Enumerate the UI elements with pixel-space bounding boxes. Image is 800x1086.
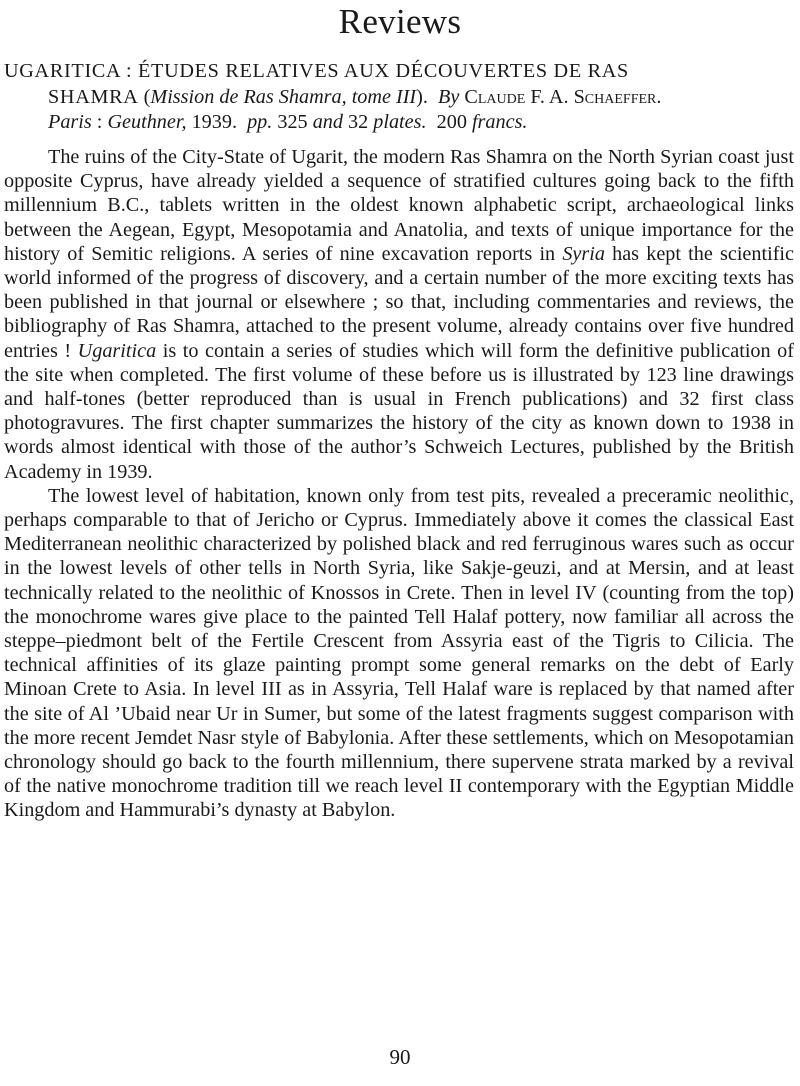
and-label: and	[312, 111, 343, 133]
paragraph-2	[4, 484, 794, 823]
level-iv: IV	[575, 581, 597, 604]
author-name: Claude F. A. Schaeffer.	[464, 85, 662, 108]
citation-line-1	[4, 59, 796, 85]
pages-label: pp.	[247, 111, 273, 133]
publisher-name: Geuthner,	[107, 111, 187, 133]
volume-number: III	[395, 85, 417, 108]
publication-year: 1939.	[191, 111, 237, 133]
by-label: By	[438, 85, 460, 108]
plates-label: plates.	[373, 111, 427, 133]
journal-title: Syria	[562, 242, 605, 265]
paragraph-1-text-b: , tablets written in the oldest known alphabetic script, archaeological links between the Aegean, Egypt, Mesopotamia and Anatolia, and texts of unique importance for the history of Semitic religions. A series of nine excavation reports in	[4, 194, 794, 265]
paragraph-1-text-c: has kept the scientific world informed of the progress of discovery, and a certain number of the more exciting texts has been published in that journal or elsewhere ; so that, including commentaries and reviews, the bibliography of Ras Shamra, attached to the present volume, already contains over five hundred entries !	[4, 242, 794, 362]
book-title: Ugaritica	[77, 339, 157, 362]
paragraph-1-text-a: The ruins of the City-State of Ugarit, the modern Ras Shamra on the North Syrian coast just opposite Cyprus, have already yielded a sequence of stratified cultures going back to the fifth millennium	[4, 146, 794, 217]
publication-place: Paris	[48, 111, 92, 133]
section-title: Reviews	[338, 2, 462, 41]
page-count: 325	[277, 111, 308, 133]
paragraph-1-text-d: is to contain a series of studies which will form the definitive publication of the site when completed. The first volume of these before us is illustrated by 123 line drawings and half-tones (better reproduced than is usual in French publications) and 32 first class photogravures. The first chapter summarizes the history of the city as known down to 1938 in words almost identical with those of the author’s Schweich Lectures, published by the British Academy in 1939.	[4, 339, 794, 483]
paragraph-1	[4, 145, 794, 484]
paragraph-2-text-a: The lowest level of habitation, known only from test pits, revealed a preceramic neolithic, perhaps comparable to that of Jericho or Cyprus. Immediately above it comes the classical East Mediterranean neolithic characterized by polished black and red ferruginous wares such as occur in the lowest levels of other tells in North Syria, like Sakje-geuzi, and at Mersin, and at least technically related to the neolithic of Knossos in Crete. Then in level	[4, 484, 794, 604]
price-currency: francs.	[471, 111, 528, 133]
level-iii: III	[261, 678, 282, 701]
citation-line-2: SHAMRA (Mission de Ras Shamra, tome III). By Claude F. A. Schaeffer.	[48, 85, 662, 108]
review-title: UGARITICA : ÉTUDES RELATIVES AUX DÉCOUVERTES DE RAS	[4, 60, 629, 82]
era-abbreviation: B.C.	[107, 194, 145, 217]
level-ii: II	[448, 775, 463, 798]
paragraph-2-text-b: (counting from the top) the monochrome wares give place to the painted Tell Halaf pottery, now familiar all across the steppe–piedmont belt of the Fertile Crescent from Assyria east of the Tigris to Cilicia. The technical affinities of its glaze painting prompt some general remarks on the debt of Early Minoan Crete to Asia. In level	[4, 581, 795, 701]
series-name: Mission de Ras Shamra, tome	[150, 85, 391, 108]
review-title-cont: SHAMRA	[48, 85, 139, 108]
page-number: 90	[389, 1045, 411, 1069]
paragraph-2-text-c: as in Assyria, Tell Halaf ware is replaced by that named after the site of Al ’Ubaid near Ur in Sumer, but some of the latest fragments suggest comparison with the more recent Jemdet Nasr style of Babylonia. After these settlements, which on Mesopotamian chronology should go back to the fourth millennium, there supervene strata marked by a revival of the native monochrome tradition till we reach level	[4, 678, 794, 798]
review-citation	[4, 59, 796, 136]
paragraph-2-text-d: contemporary with the Egyptian Middle Kingdom and Hammurabi’s dynasty at Babylon.	[4, 775, 795, 822]
citation-line-3: Paris : Geuthner, 1939. pp. 325 and 32 plates. 200 francs.	[48, 111, 528, 133]
price-amount: 200	[436, 111, 467, 133]
review-body	[4, 145, 794, 823]
plates-count: 32	[348, 111, 369, 133]
